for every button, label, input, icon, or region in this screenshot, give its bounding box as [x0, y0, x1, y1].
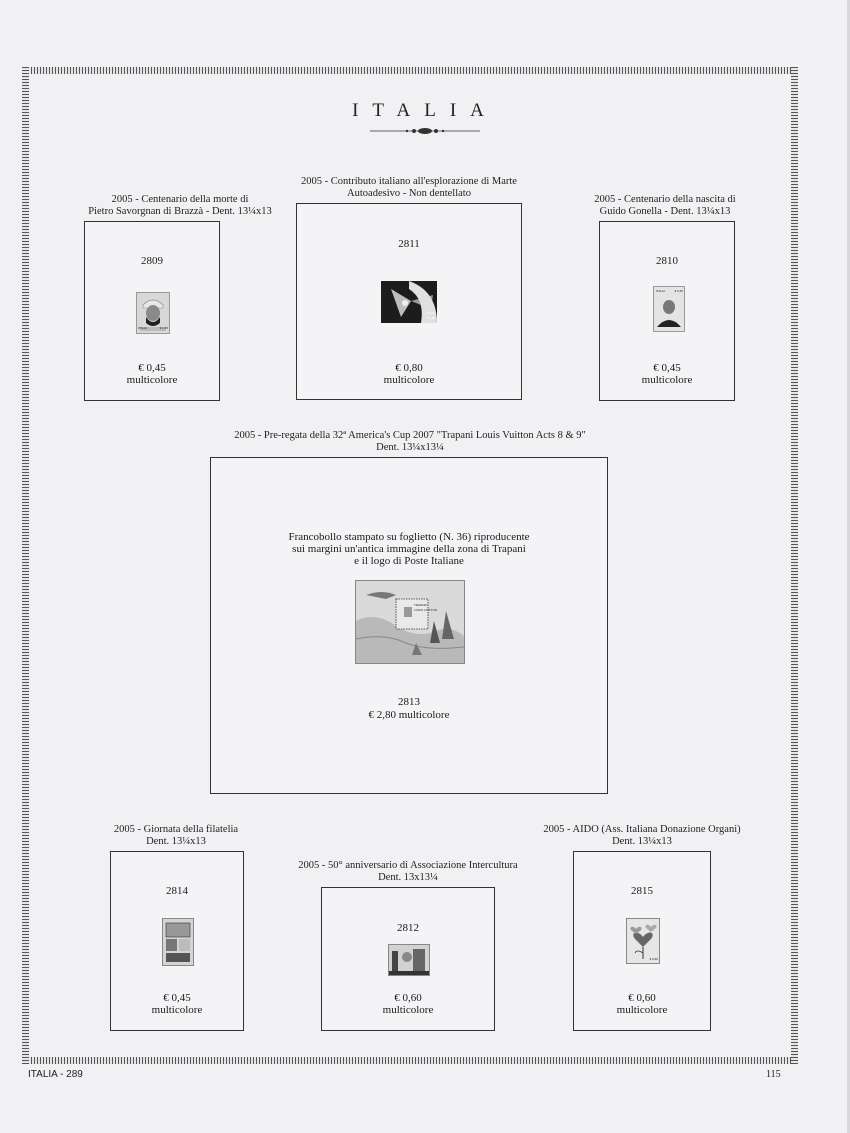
stamp-mount-2812[interactable]: [321, 887, 495, 1031]
caption-line: 2005 - Contributo italiano all'esplorazione di Marte: [301, 176, 517, 187]
caption-line: 2005 - Giornata della filatelia: [113, 824, 239, 835]
description-line: sui margini un'antica immagine della zona di Trapani: [292, 543, 526, 555]
stamp-image-2811: [381, 281, 437, 323]
stamp-value: € 0,60: [628, 992, 656, 1004]
catalog-number: 2811: [398, 238, 420, 250]
stamp-image-2809: [136, 292, 170, 334]
stamp-color: multicolore: [616, 1004, 668, 1016]
stamp-country: ITALIA: [656, 289, 665, 293]
stamp-country: ITALIA: [138, 326, 147, 330]
stamp-mount-2809[interactable]: [84, 221, 220, 401]
frame-border-top: [22, 67, 798, 74]
caption-line: Pietro Savorgnan di Brazzà - Dent. 13¼x13: [88, 206, 272, 217]
caption-2813: [170, 430, 650, 454]
frame-border-bottom: [22, 1057, 798, 1064]
caption-2814: [86, 824, 266, 848]
stamp-mount-2813[interactable]: [210, 457, 608, 794]
caption-line: 2005 - Centenario della morte di: [111, 194, 249, 205]
page-number: 115: [766, 1069, 781, 1080]
sheet-text: TRAPANI: [414, 603, 427, 607]
catalog-number: 2809: [141, 255, 163, 267]
stamp-value: € 0,45: [163, 992, 191, 1004]
stamp-value: € 0,80: [395, 362, 423, 374]
caption-line: 2005 - Pre-regata della 32ª America's Cup 2007 "Trapani Louis Vuitton Acts 8 & 9": [234, 430, 586, 441]
stamp-color: multicolore: [382, 1004, 434, 1016]
stamp-color: multicolore: [126, 374, 178, 386]
caption-2809: [70, 194, 290, 218]
stamp-mount-2810[interactable]: [599, 221, 735, 401]
stamp-color: multicolore: [641, 374, 693, 386]
caption-2811: [259, 176, 559, 200]
stamp-image-2815: [626, 918, 660, 964]
souvenir-sheet-image: [355, 580, 465, 664]
caption-line: Autoadesivo - Non dentellato: [347, 188, 471, 199]
caption-line: Dent. 13¼x13¼: [376, 442, 444, 453]
trapani-coast-illustration: [356, 581, 464, 663]
caption-line: 2005 - 50° anniversario di Associazione Intercultura: [298, 860, 518, 871]
catalog-number: 2814: [166, 885, 188, 897]
caption-line: Dent. 13¼x13: [612, 836, 672, 847]
stamp-denomination: € 0,45: [674, 289, 683, 293]
caption-2810: [570, 194, 760, 218]
stamp-mount-2811[interactable]: [296, 203, 522, 400]
stamp-image-2814: [162, 918, 194, 966]
stamp-value: € 0,45: [138, 362, 166, 374]
catalog-number: 2815: [631, 885, 653, 897]
stamp-country: ITALIA: [426, 311, 435, 315]
stamp-denomination: € 0,80: [426, 316, 435, 320]
sheet-description: [211, 531, 607, 567]
sheet-text: LOUIS VUITTON: [414, 608, 437, 612]
caption-2815: [522, 824, 762, 848]
stamp-mount-2815[interactable]: [573, 851, 711, 1031]
intercultura-illustration: [389, 945, 429, 975]
stamp-image-2810: [653, 286, 685, 332]
stamp-denomination: € 0,45: [159, 326, 168, 330]
catalog-number: 2812: [397, 922, 419, 934]
caption-line: Dent. 13¼x13: [146, 836, 206, 847]
caption-line: Guido Gonella - Dent. 13¼x13: [599, 206, 731, 217]
title-ornament: [370, 126, 480, 136]
caption-line: 2005 - AIDO (Ass. Italiana Donazione Organi): [543, 824, 741, 835]
frame-border-left: [22, 67, 29, 1064]
caption-line: 2005 - Centenario della nascita di: [594, 194, 736, 205]
stamp-value: € 0,60: [394, 992, 422, 1004]
stamp-value-line: € 2,80 multicolore: [368, 709, 450, 721]
caption-line: Dent. 13x13¼: [378, 872, 438, 883]
stamp-color: multicolore: [151, 1004, 203, 1016]
philately-day-illustration: [163, 919, 193, 965]
portrait-illustration: [654, 287, 684, 331]
stamp-mount-2814[interactable]: [110, 851, 244, 1031]
stamp-denomination: € 0,60: [649, 957, 658, 961]
caption-2812: [268, 860, 548, 884]
stamp-color: multicolore: [383, 374, 435, 386]
footer-left: ITALIA - 289: [28, 1069, 83, 1080]
catalog-number: 2810: [656, 255, 678, 267]
description-line: Francobollo stampato su foglietto (N. 36) riproducente: [288, 531, 530, 543]
frame-border-right: [791, 67, 798, 1064]
description-line: e il logo di Poste Italiane: [354, 555, 464, 567]
stamp-value: € 0,45: [653, 362, 681, 374]
stamp-image-2812: [388, 944, 430, 976]
catalog-number: 2813: [398, 696, 420, 708]
page-title: ITALIA: [352, 100, 498, 121]
